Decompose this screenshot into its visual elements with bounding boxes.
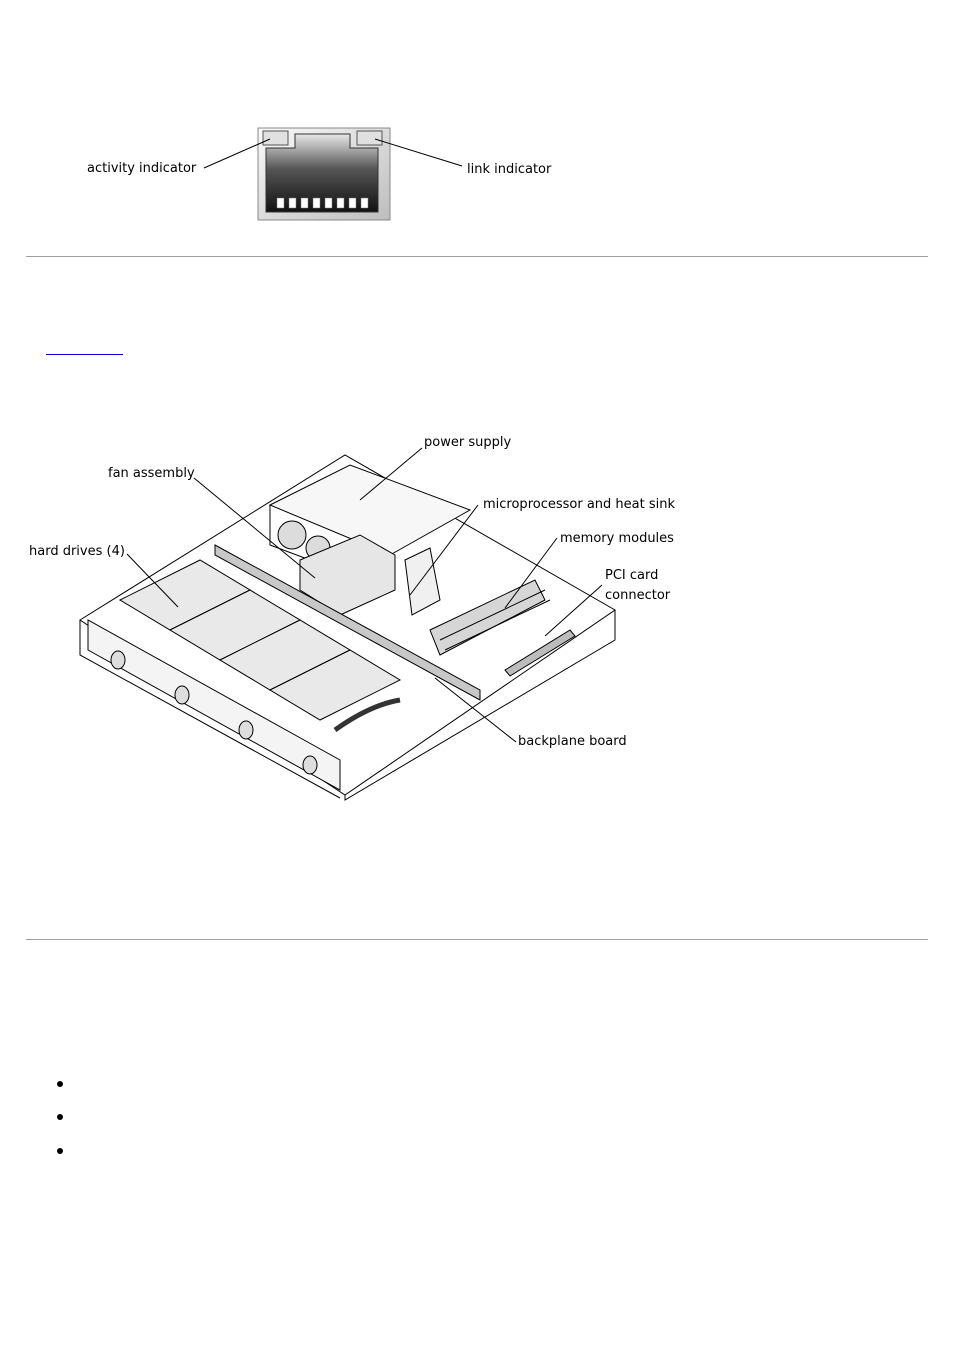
activity-indicator-label: activity indicator bbox=[87, 161, 197, 176]
backplane-board-label: backplane board bbox=[518, 734, 627, 749]
list-item bbox=[57, 1148, 63, 1154]
pci-card-label: PCI card bbox=[605, 568, 659, 583]
hard-drives-label: hard drives (4) bbox=[29, 544, 125, 559]
link-indicator-label: link indicator bbox=[467, 162, 552, 177]
fan-assembly-label: fan assembly bbox=[108, 466, 195, 481]
memory-modules-label: memory modules bbox=[560, 531, 674, 546]
pci-connector-label: connector bbox=[605, 588, 671, 603]
list-item bbox=[57, 1114, 63, 1120]
list-item bbox=[57, 1081, 63, 1087]
section-divider bbox=[26, 939, 928, 940]
power-supply-label: power supply bbox=[424, 435, 512, 450]
microprocessor-label: microprocessor and heat sink bbox=[483, 497, 675, 512]
